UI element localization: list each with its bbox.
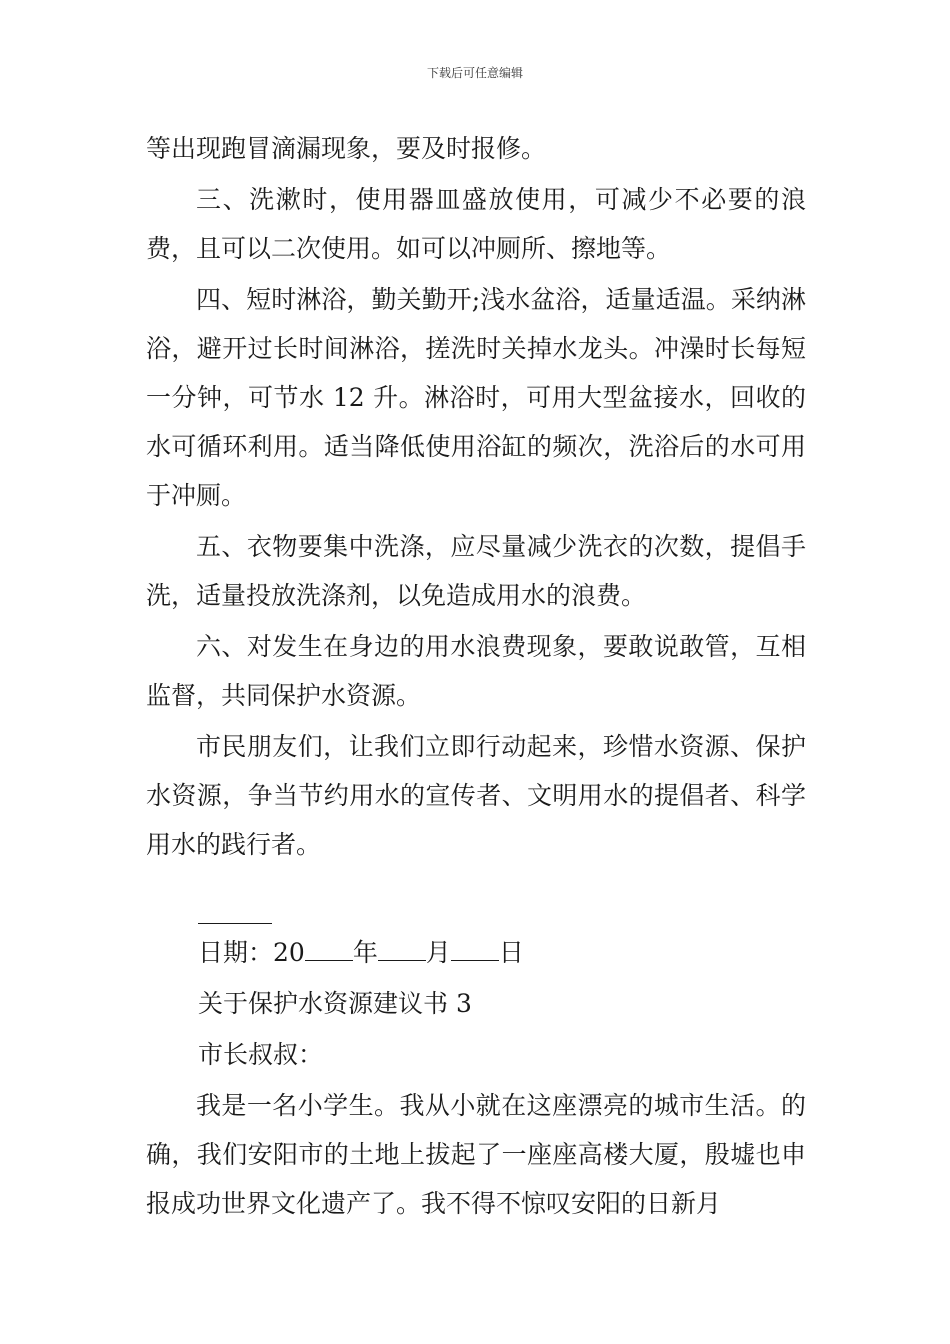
month-label: 月 — [425, 938, 451, 967]
section-title: 关于保护水资源建议书 3 — [198, 989, 472, 1018]
paragraph-continuation: 等出现跑冒滴漏现象，要及时报修。 — [146, 134, 547, 163]
date-label: 日期：20 — [198, 938, 305, 967]
day-blank — [451, 938, 499, 961]
letter-paragraph: 我是一名小学生。我从小就在这座漂亮的城市生活。的确，我们安阳市的土地上拔起了一座座高楼大厦，殷墟也申报成功世界文化遗产了。我不得不惊叹安阳的日新月 — [146, 1091, 806, 1218]
paragraph-closing: 市民朋友们，让我们立即行动起来，珍惜水资源、保护水资源，争当节约用水的宣传者、文明用水的提倡者、科学用水的践行者。 — [146, 732, 806, 859]
date-line — [198, 928, 806, 977]
year-blank — [305, 938, 353, 961]
document-body — [146, 124, 806, 1230]
paragraph-item-3: 三、洗漱时，使用器皿盛放使用，可减少不必要的浪费，且可以二次使用。如可以冲厕所、擦地等。 — [146, 185, 806, 263]
page-header: 下载后可任意编辑 — [426, 66, 523, 80]
signature-line — [198, 891, 272, 924]
paragraph-item-6: 六、对发生在身边的用水浪费现象，要敢说敢管，互相监督，共同保护水资源。 — [146, 632, 806, 710]
month-blank — [378, 938, 426, 961]
paragraph-item-5: 五、衣物要集中洗涤，应尽量减少洗衣的次数，提倡手洗，适量投放洗涤剂，以免造成用水的浪费。 — [146, 532, 806, 610]
day-label: 日 — [498, 938, 524, 967]
salutation: 市长叔叔： — [198, 1040, 324, 1069]
paragraph-item-4: 四、短时淋浴，勤关勤开;浅水盆浴，适量适温。采纳淋浴，避开过长时间淋浴，搓洗时关掉水龙头。冲澡时长每短一分钟，可节水 12 升。淋浴时，可用大型盆接水，回收的水可循环利用。适当降低使用浴缸的频次，洗浴后的水可用于冲厕。 — [146, 285, 806, 510]
year-label: 年 — [352, 938, 378, 967]
